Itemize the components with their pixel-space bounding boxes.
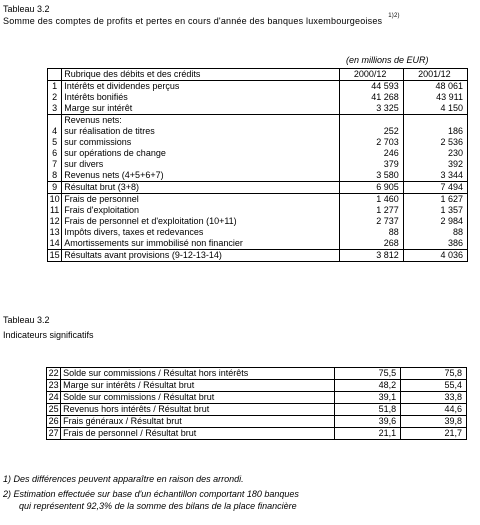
value-2001: 75,8 bbox=[401, 368, 467, 380]
unit-label: (en millions de EUR) bbox=[346, 55, 429, 65]
value-2000: 246 bbox=[339, 148, 403, 159]
table-row bbox=[48, 137, 468, 148]
row-number: 14 bbox=[48, 238, 62, 250]
value-2001: 392 bbox=[403, 159, 467, 170]
value-2001: 7 494 bbox=[403, 182, 467, 194]
subtitle-text: Somme des comptes de profits et pertes en cours d'année des banques luxembourgeoises bbox=[3, 16, 383, 26]
row-number: 4 bbox=[48, 126, 62, 137]
row-label: Intérêts bonifiés bbox=[62, 92, 339, 103]
row-number: 15 bbox=[48, 250, 62, 262]
table-row bbox=[47, 428, 467, 440]
value-2000: 88 bbox=[339, 227, 403, 238]
row-label: Solde sur commissions / Résultat brut bbox=[61, 392, 335, 404]
row-label: Revenus nets (4+5+6+7) bbox=[62, 170, 339, 182]
row-number: 23 bbox=[47, 380, 61, 392]
row-label: Frais généraux / Résultat brut bbox=[61, 416, 335, 428]
row-label: Marge sur intérêts / Résultat brut bbox=[61, 380, 335, 392]
value-2000: 379 bbox=[339, 159, 403, 170]
subtitle-note: 1)2) bbox=[388, 13, 400, 19]
value-2001: 33,8 bbox=[401, 392, 467, 404]
value-2000: 75,5 bbox=[335, 368, 401, 380]
value-2000: 2 703 bbox=[339, 137, 403, 148]
row-number: 5 bbox=[48, 137, 62, 148]
row-number: 12 bbox=[48, 216, 62, 227]
row-number: 25 bbox=[47, 404, 61, 416]
value-2001: 3 344 bbox=[403, 170, 467, 182]
row-label: sur commissions bbox=[62, 137, 339, 148]
header-2001: 2001/12 bbox=[403, 69, 467, 81]
row-label: Frais de personnel / Résultat brut bbox=[61, 428, 335, 440]
value-2001: 1 627 bbox=[403, 194, 467, 206]
value-2001: 48 061 bbox=[403, 81, 467, 93]
table-row bbox=[48, 81, 468, 93]
table-row bbox=[47, 404, 467, 416]
value-2000: 41 268 bbox=[339, 92, 403, 103]
row-number: 11 bbox=[48, 205, 62, 216]
row-label: Frais de personnel bbox=[62, 194, 339, 206]
table-row bbox=[48, 227, 468, 238]
row-label: Impôts divers, taxes et redevances bbox=[62, 227, 339, 238]
table-row bbox=[48, 238, 468, 250]
value-2000: 39,6 bbox=[335, 416, 401, 428]
table-header-row bbox=[48, 69, 468, 81]
value-2000: 1 277 bbox=[339, 205, 403, 216]
value-2001: 88 bbox=[403, 227, 467, 238]
row-number: 2 bbox=[48, 92, 62, 103]
profit-loss-table-body bbox=[48, 69, 468, 262]
row-label: sur réalisation de titres bbox=[62, 126, 339, 137]
value-2000: 21,1 bbox=[335, 428, 401, 440]
row-label: Marge sur intérêt bbox=[62, 103, 339, 115]
value-2001: 55,4 bbox=[401, 380, 467, 392]
row-number: 24 bbox=[47, 392, 61, 404]
row-number: 9 bbox=[48, 182, 62, 194]
value-2001: 2 536 bbox=[403, 137, 467, 148]
row-label: Amortissements sur immobilisé non financier bbox=[62, 238, 339, 250]
profit-loss-table bbox=[47, 68, 468, 262]
row-label: Revenus hors intérêts / Résultat brut bbox=[61, 404, 335, 416]
row-label: Revenus nets: bbox=[62, 115, 339, 127]
row-label: Frais de personnel et d'exploitation (10+11) bbox=[62, 216, 339, 227]
value-2000: 3 580 bbox=[339, 170, 403, 182]
header-rubrique: Rubrique des débits et des crédits bbox=[62, 69, 339, 81]
row-number: 3 bbox=[48, 103, 62, 115]
section2-title: Tableau 3.2 bbox=[3, 315, 50, 325]
section2-subtitle: Indicateurs significatifs bbox=[3, 330, 94, 340]
header-num-cell bbox=[48, 69, 62, 81]
indicators-table-body bbox=[47, 368, 467, 440]
indicators-table bbox=[46, 367, 467, 440]
value-2000 bbox=[339, 115, 403, 127]
value-2001: 1 357 bbox=[403, 205, 467, 216]
row-number: 22 bbox=[47, 368, 61, 380]
table-row bbox=[48, 148, 468, 159]
table-row bbox=[48, 92, 468, 103]
row-number: 1 bbox=[48, 81, 62, 93]
row-label: Solde sur commissions / Résultat hors intérêts bbox=[61, 368, 335, 380]
row-number: 10 bbox=[48, 194, 62, 206]
table-row bbox=[48, 182, 468, 194]
value-2000: 6 905 bbox=[339, 182, 403, 194]
table-row bbox=[48, 115, 468, 127]
value-2001: 43 911 bbox=[403, 92, 467, 103]
table-row bbox=[47, 380, 467, 392]
value-2001: 186 bbox=[403, 126, 467, 137]
row-label: sur divers bbox=[62, 159, 339, 170]
value-2001 bbox=[403, 115, 467, 127]
row-label: Résultat brut (3+8) bbox=[62, 182, 339, 194]
row-number: 8 bbox=[48, 170, 62, 182]
value-2001: 4 150 bbox=[403, 103, 467, 115]
value-2000: 39,1 bbox=[335, 392, 401, 404]
row-number: 7 bbox=[48, 159, 62, 170]
row-number: 27 bbox=[47, 428, 61, 440]
value-2000: 51,8 bbox=[335, 404, 401, 416]
table-row bbox=[48, 103, 468, 115]
table-row bbox=[48, 194, 468, 206]
value-2000: 3 812 bbox=[339, 250, 403, 262]
value-2000: 44 593 bbox=[339, 81, 403, 93]
row-number: 26 bbox=[47, 416, 61, 428]
row-number: 13 bbox=[48, 227, 62, 238]
row-label: sur opérations de change bbox=[62, 148, 339, 159]
row-label: Intérêts et dividendes perçus bbox=[62, 81, 339, 93]
table-row bbox=[48, 205, 468, 216]
row-label: Résultats avant provisions (9-12-13-14) bbox=[62, 250, 339, 262]
value-2001: 44,6 bbox=[401, 404, 467, 416]
table-title: Tableau 3.2 bbox=[3, 4, 50, 14]
value-2000: 1 460 bbox=[339, 194, 403, 206]
table-row bbox=[47, 416, 467, 428]
row-number: 6 bbox=[48, 148, 62, 159]
footnote-1: 1) Des différences peuvent apparaître en raison des arrondi. bbox=[3, 474, 244, 484]
table-row bbox=[48, 250, 468, 262]
value-2001: 4 036 bbox=[403, 250, 467, 262]
value-2001: 39,8 bbox=[401, 416, 467, 428]
value-2001: 2 984 bbox=[403, 216, 467, 227]
table-row bbox=[48, 216, 468, 227]
value-2000: 268 bbox=[339, 238, 403, 250]
row-number bbox=[48, 115, 62, 127]
value-2001: 386 bbox=[403, 238, 467, 250]
table-subtitle bbox=[3, 13, 400, 26]
row-label: Frais d'exploitation bbox=[62, 205, 339, 216]
value-2001: 21,7 bbox=[401, 428, 467, 440]
table-row bbox=[48, 170, 468, 182]
table-row bbox=[47, 368, 467, 380]
value-2000: 48,2 bbox=[335, 380, 401, 392]
value-2000: 252 bbox=[339, 126, 403, 137]
value-2001: 230 bbox=[403, 148, 467, 159]
value-2000: 2 737 bbox=[339, 216, 403, 227]
value-2000: 3 325 bbox=[339, 103, 403, 115]
header-2000: 2000/12 bbox=[339, 69, 403, 81]
table-row bbox=[47, 392, 467, 404]
footnote-3: qui représentent 92,3% de la somme des bilans de la place financière bbox=[19, 501, 297, 511]
footnote-2: 2) Estimation effectuée sur base d'un échantillon comportant 180 banques bbox=[3, 489, 299, 499]
table-row bbox=[48, 126, 468, 137]
table-row bbox=[48, 159, 468, 170]
